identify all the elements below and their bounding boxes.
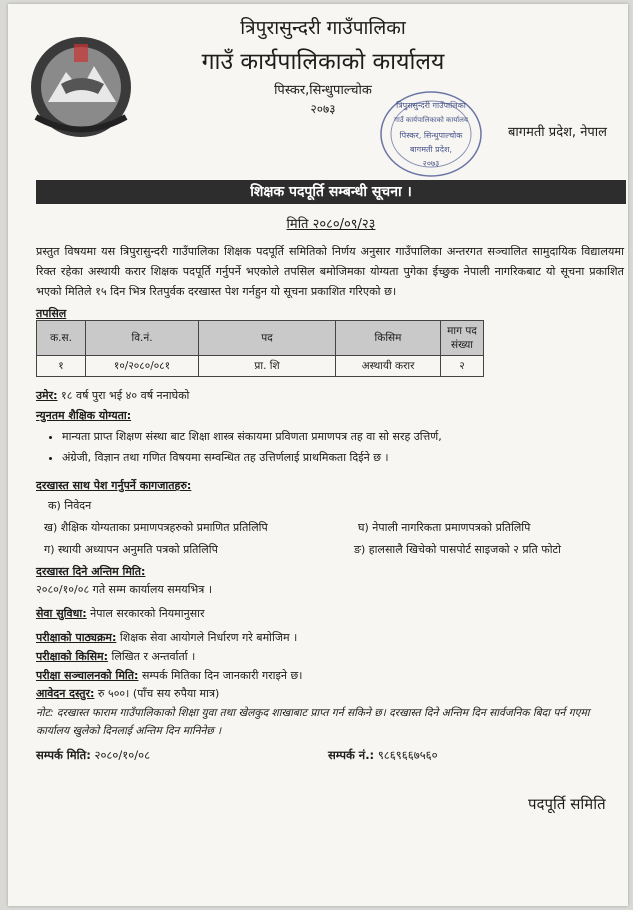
col-adv-no: वि.नं. xyxy=(86,321,199,356)
facility-value: नेपाल सरकारको नियमानुसार xyxy=(90,607,205,620)
facility-section xyxy=(36,606,205,621)
exam-type-label: परीक्षाको किसिम: xyxy=(36,650,109,663)
exam-date-value: सम्पर्क मितिका दिन जानकारी गराइने छ। xyxy=(141,669,303,682)
note-text: नोट: दरखास्त फाराम गाउँपालिकाको शिक्षा युवा तथा खेलकुद शाखाबाट प्राप्त गर्न सकिने छ। दरखास्त दिने अन्तिम दिन सार्वजनिक बिदा पर्न गएमा कार्यालय खुलेको दिनलाई अन्तिम दिन मानिनेछ । xyxy=(36,707,590,737)
exam-date-label: परीक्षा सञ्चालनको मिति: xyxy=(36,669,139,682)
col-type: किसिम xyxy=(336,321,441,356)
age-section xyxy=(36,388,189,403)
office-address: पिस्कर,सिन्धुपाल्चोक xyxy=(274,83,372,98)
contact-number-value: ९८६९६६७५६० xyxy=(377,748,438,762)
list-item: • मान्यता प्राप्त शिक्षण संस्था बाट शिक्षा शास्त्र संकायमा प्रविणता प्रमाणपत्र तह वा सो सरह उत्तिर्ण, xyxy=(62,429,624,444)
stamp-line-3: पिस्कर, सिन्धुपाल्चोक xyxy=(399,131,463,140)
age-label: उमेर: xyxy=(36,389,58,402)
fee-label: आवेदन दस्तुर: xyxy=(36,687,95,700)
contact-number-label: सम्पर्क नं.: xyxy=(328,748,375,762)
office-name: गाउँ कार्यपालिकाको कार्यालय xyxy=(201,49,445,75)
exam-date-section xyxy=(36,668,302,683)
stamp-line-4: बागमती प्रदेश, xyxy=(410,145,452,154)
fee-value: रु ५००। (पाँच सय रुपैया मात्र) xyxy=(97,687,220,700)
col-post: पद xyxy=(199,321,336,356)
notice-document xyxy=(8,4,628,906)
doc-item-ga: ग) स्थायी अध्यापन अनुमति पत्रको प्रतिलिपि xyxy=(44,543,218,556)
syllabus-label: परीक्षाको पाठ्यक्रम: xyxy=(36,631,117,644)
table-row xyxy=(37,356,484,377)
cell-post: प्रा. शि xyxy=(199,356,336,377)
doc-item-kha: ख) शैक्षिक योग्यताका प्रमाणपत्रहरुको प्रमाणित प्रतिलिपि xyxy=(44,521,268,534)
table-label: तपसिल xyxy=(36,307,67,320)
cell-type: अस्थायी करार xyxy=(336,356,441,377)
doc-item-ka: क) निवेदन xyxy=(48,499,92,512)
nepal-emblem-icon xyxy=(26,32,136,142)
signatory: पदपूर्ति समिति xyxy=(528,795,606,813)
notice-date: मिति २०८०/०९/२३ xyxy=(286,217,376,232)
deadline-value: २०८०/१०/०८ गते सम्म कार्यालय समयभित्र । xyxy=(36,583,213,596)
notice-body: प्रस्तुत विषयमा यस त्रिपुरासुन्दरी गाउँपालिका शिक्षक पदपूर्ति समितिको निर्णय अनुसार गाउँपालिका अन्तरगत सञ्चालित सामुदायिक विद्यालयमा रिक्त रहेका अस्थायी करार शिक्षक पदपूर्ति गर्नुपर्ने भएकोले तपसिल बमोजिमका योग्यता पुगेका ईच्छुक नेपाली नागरिकबाट यो सूचना प्रकाशित भएको मितिले १५ दिन भित्र रितपुर्वक दरखास्त पेश गर्नहुन यो सूचना प्रकाशित गरिएको छ। xyxy=(36,245,624,298)
documents-label: दरखास्त साथ पेश गर्नुपर्ने कागजातहरु: xyxy=(36,479,192,492)
contact-number xyxy=(328,748,438,763)
exam-type-section xyxy=(36,649,195,664)
contact-date-label: सम्पर्क मिति: xyxy=(36,748,91,762)
doc-item-nga: ङ) हालसालै खिचेको पासपोर्ट साइजको २ प्रति फोटो xyxy=(354,543,561,556)
cell-count: २ xyxy=(441,356,484,377)
exam-type-value: लिखित र अन्तर्वार्ता । xyxy=(111,650,196,663)
municipality-name: त्रिपुरासुन्दरी गाउँपालिका xyxy=(240,17,406,39)
vacancy-table xyxy=(36,320,484,377)
stamp-line-2: गाउँ कार्यपालिकाको कार्यालय xyxy=(394,116,468,124)
cell-serial: १ xyxy=(37,356,86,377)
office-stamp-icon xyxy=(376,86,486,182)
fee-section xyxy=(36,686,219,701)
doc-item-gha: घ) नेपाली नागरिकता प्रमाणपत्रको प्रतिलिपि xyxy=(358,521,531,534)
syllabus-section xyxy=(36,630,297,645)
contact-date xyxy=(36,748,150,763)
contact-date-value: २०८०/१०/०८ xyxy=(94,748,151,762)
list-item: • अंग्रेजी, विज्ञान तथा गणित विषयमा सम्वन्धित तह उत्तिर्णलाई प्राथमिकता दिईने छ । xyxy=(62,450,624,465)
col-serial: क.स. xyxy=(37,321,86,356)
stamp-line-5: २०७३ xyxy=(422,159,440,168)
table-header-row xyxy=(37,321,484,356)
facility-label: सेवा सुविधा: xyxy=(36,607,87,620)
syllabus-value: शिक्षक सेवा आयोगले निर्धारण गरे बमोजिम । xyxy=(119,631,298,644)
notice-title: शिक्षक पदपूर्ति सम्बन्धी सूचना । xyxy=(36,180,626,204)
established-year: २०७३ xyxy=(310,102,336,116)
stamp-line-1: त्रिपुरासुन्दरी गाउँपालिका xyxy=(396,101,466,110)
age-value: १८ वर्ष पुरा भई ४० वर्ष ननाघेको xyxy=(61,389,190,402)
col-count: माग पद संख्या xyxy=(441,321,484,356)
qualification-section xyxy=(36,408,624,471)
qualification-list xyxy=(36,429,624,465)
qualification-label: न्युनतम शैक्षिक योग्यता: xyxy=(36,409,132,422)
cell-adv-no: १०/२०८०/०८१ xyxy=(86,356,199,377)
deadline-label: दरखास्त दिने अन्तिम मिति: xyxy=(36,565,146,578)
province-name: बागमती प्रदेश, नेपाल xyxy=(508,125,607,140)
